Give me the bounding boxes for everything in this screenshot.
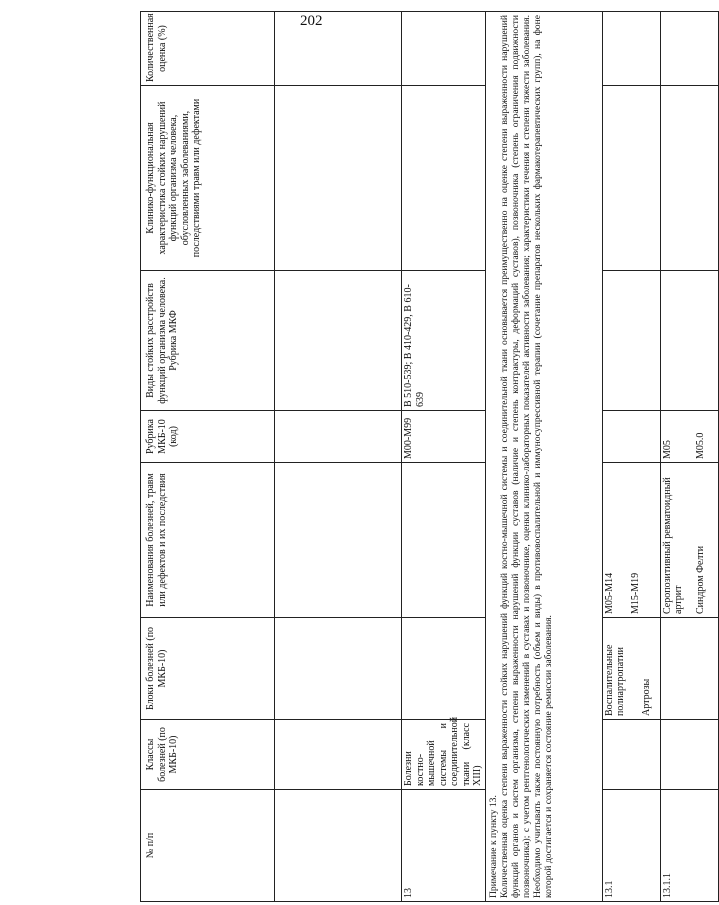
header-types: Виды стойких расстройств функций организма человека. Рубрика МКФ: [141, 271, 275, 411]
header-rubric: Рубрика МКБ-10 (код): [141, 411, 275, 463]
table-cell: [660, 12, 718, 86]
table-cell: [660, 720, 718, 790]
page-number: 202: [300, 13, 323, 29]
table-cell: [275, 618, 402, 720]
row13-types: B 510-539; B 410-429, B 610-639: [402, 271, 486, 411]
row13-1-block: Воспалительные полиартропатии: [603, 644, 626, 716]
table-cell: [402, 463, 486, 618]
table-cell: [275, 86, 402, 271]
row13-1-1-names-cell: [660, 463, 718, 618]
table-cell: [275, 720, 402, 790]
table-cell: [402, 12, 486, 86]
table-cell: [602, 720, 660, 790]
note-title: Примечание к пункту 13.: [487, 795, 499, 898]
table-cell: [275, 271, 402, 411]
table-cell: [660, 271, 718, 411]
row13-1-num: 13.1: [602, 790, 660, 902]
table-cell: [660, 86, 718, 271]
header-row: [141, 12, 275, 902]
table-cell: [602, 411, 660, 463]
header-classes: Классы болезней (по МКБ-10): [141, 720, 275, 790]
row13-num: 13: [402, 790, 486, 902]
header-clinical: Клинико-функциональная характеристика стойких нарушений функций организма человека, обусловленных заболеваниями, последствиями травм или дефектами: [141, 86, 275, 271]
row13-class-name: Болезни костно-мышечной системы и соединительной ткани (класс XIII): [402, 720, 486, 790]
row13-1-code: M15-M19: [630, 572, 641, 614]
table-cell: [275, 463, 402, 618]
row13-1-name: Артрозы: [640, 678, 652, 716]
table-cell: [602, 86, 660, 271]
table-cell: [275, 411, 402, 463]
table-row-13-1-1: [660, 12, 718, 902]
table-row-13: [402, 12, 486, 902]
classification-table: [140, 11, 719, 902]
row13-1-1-name1: Серопозитивный ревматоидный артрит: [661, 477, 684, 614]
table-cell: [402, 618, 486, 720]
table-cell: [660, 618, 718, 720]
header-score: Количественная оценка (%): [141, 12, 275, 86]
table-cell: [402, 86, 486, 271]
table-row-empty: [275, 12, 402, 902]
rotated-table-sheet: [140, 12, 706, 902]
row13-1-1-codes-cell: [660, 411, 718, 463]
note-text: Количественная оценка степени выраженности стойких нарушений функций костно-мышечной системы и соединительной ткани основывается преимущественно на оценке степени выраженности нарушений функций органов и систем организма, степени выраженности нарушений функции суставов (наличие и степень контрактуры, деформаций суставов), позвоночника (степень ограничения подвижности позвоночника); с учетом рентгенологических изменений в суставах и позвоночнике, оценки клинико-лабораторных показателей активности заболевания; характеристики течения и степени тяжести заболевания. Необходимо учитывать также постоянную потребность (объем и виды) в противовоспалительной и иммуносупрессивной терапии (сочетание препаратов нескольких фармакотерапевтических групп), на фоне которой достигается и сохраняется состояние ремиссии заболевания.: [498, 15, 554, 898]
row13-1-1-num: 13.1.1: [660, 790, 718, 902]
note-cell: [485, 12, 602, 902]
header-names: Наименования болезней, травм или дефектов и их последствия: [141, 463, 275, 618]
row13-1-1-name2: Синдром Фелти: [694, 545, 706, 614]
row13-1-block-code: M05-M14: [603, 572, 615, 614]
table-cell: [602, 12, 660, 86]
table-cell: [602, 271, 660, 411]
row13-1-block-cell: [602, 618, 660, 720]
row13-1-1-code1: M05: [661, 440, 673, 459]
table-cell: [275, 790, 402, 902]
table-row-13-1: [602, 12, 660, 902]
table-row-note: [485, 12, 602, 902]
row13-1-codes-cell: [602, 463, 660, 618]
row13-code: M00-M99: [402, 411, 486, 463]
table-cell: [275, 12, 402, 86]
row13-1-1-code2: M05.0: [695, 432, 706, 459]
header-num: № п/п: [141, 790, 275, 902]
header-blocks: Блоки болезней (по МКБ-10): [141, 618, 275, 720]
